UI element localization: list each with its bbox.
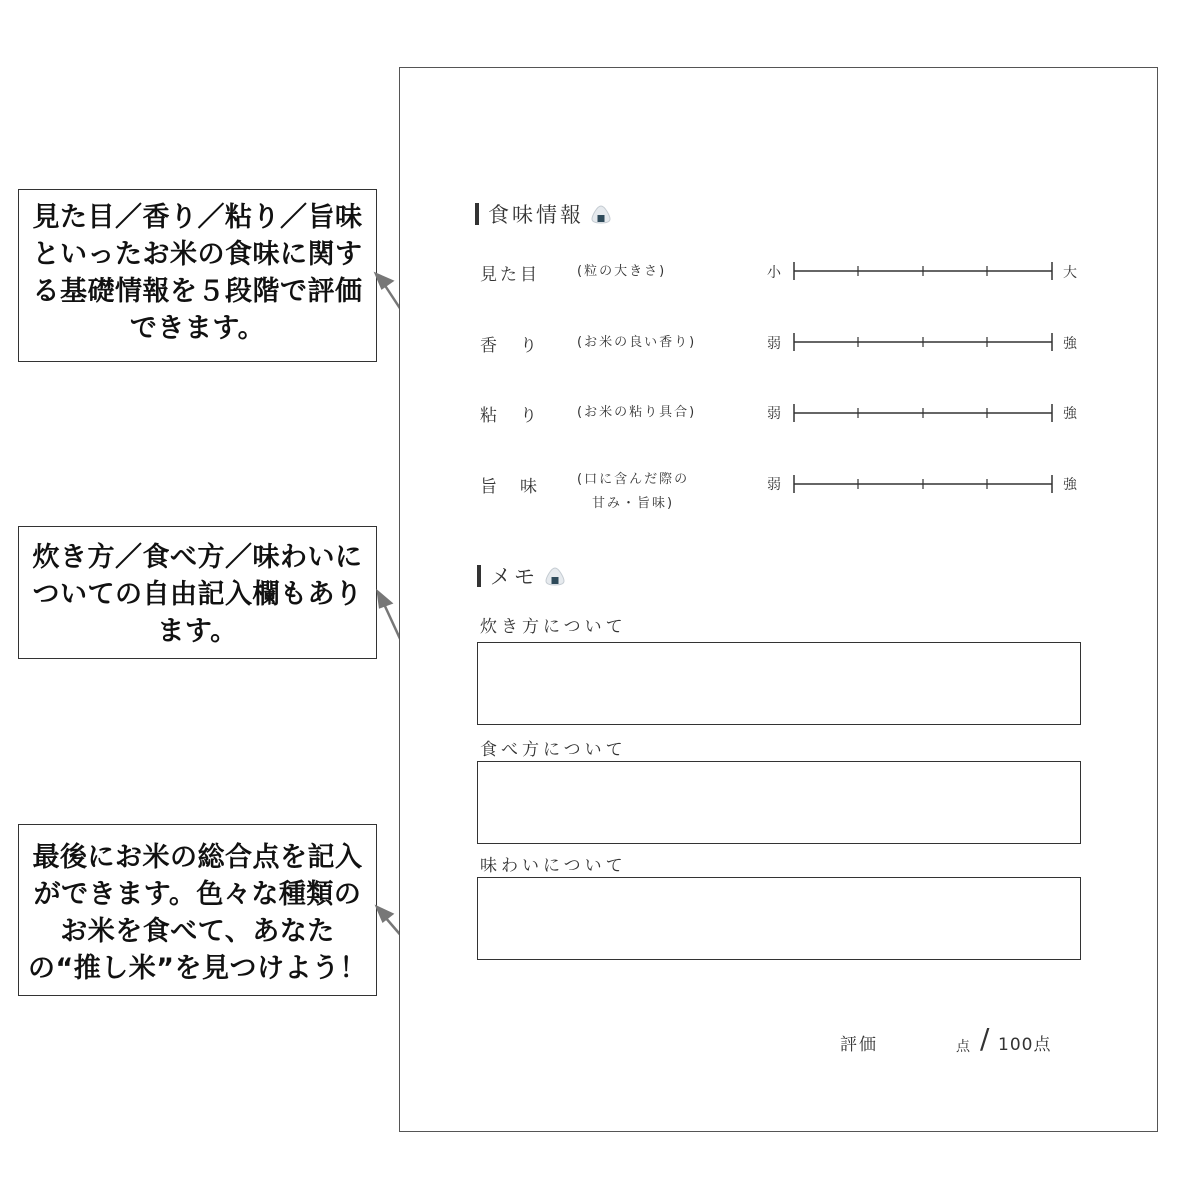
onigiri-icon	[544, 566, 566, 586]
callout-line: といったお米の食味に関す	[32, 239, 363, 270]
memo-label-cooking: 炊き方について	[480, 617, 627, 637]
score-label: 評価	[840, 1035, 878, 1055]
scale-right-label: 強	[1063, 336, 1077, 352]
taste-info-heading	[475, 199, 612, 229]
score-unit: 点	[956, 1039, 970, 1055]
row-label-aroma: 香 り	[480, 336, 540, 356]
arrow-2-head	[378, 592, 391, 607]
memo-box-cooking[interactable]	[477, 642, 1081, 725]
scale-umami[interactable]	[793, 474, 1053, 494]
scale-stickiness[interactable]	[793, 403, 1053, 423]
row-sub-stickiness: (お米の粘り具合)	[577, 405, 697, 420]
row-sub-umami	[577, 468, 689, 516]
callout-score	[18, 824, 377, 996]
row-label-umami: 旨 味	[480, 477, 540, 497]
row-sub-umami-line1: (口に含んだ際の	[577, 472, 690, 487]
score-total: 100点	[998, 1035, 1052, 1055]
callout-line: 炊き方／食べ方／味わいに	[32, 542, 363, 573]
arrow-3-head	[377, 907, 392, 921]
scale-left-label: 弱	[767, 336, 781, 352]
callout-line: できます。	[129, 313, 266, 344]
scale-right-label: 大	[1063, 265, 1077, 281]
callout-line: お米を食べて、あなた	[60, 916, 335, 947]
heading-bar	[477, 565, 481, 587]
score-slash: /	[980, 1022, 990, 1055]
arrow-1-head	[376, 274, 392, 288]
row-sub-aroma: (お米の良い香り)	[577, 335, 697, 350]
callout-line: の“推し米”を見つけよう！	[28, 953, 367, 984]
callout-taste-info	[18, 189, 377, 362]
callout-memo	[18, 526, 377, 659]
memo-heading	[477, 561, 566, 591]
scale-right-label: 強	[1063, 406, 1077, 422]
row-sub-umami-line2: 甘み・旨味)	[592, 496, 675, 511]
heading-bar	[475, 203, 479, 225]
score-area	[840, 1022, 1070, 1066]
callout-line: ます。	[157, 616, 238, 647]
callout-line: ができます。色々な種類の	[33, 879, 362, 910]
callout-line: ついての自由記入欄もあり	[32, 579, 363, 610]
callout-line: 見た目／香り／粘り／旨味	[32, 202, 363, 233]
scale-aroma[interactable]	[793, 332, 1053, 352]
row-label-stickiness: 粘 り	[480, 406, 540, 426]
row-label-appearance: 見た目	[480, 265, 540, 285]
memo-label-taste: 味わいについて	[480, 856, 627, 876]
onigiri-icon	[590, 204, 612, 224]
memo-label-eating: 食べ方について	[480, 740, 627, 760]
scale-right-label: 強	[1063, 477, 1077, 493]
memo-box-eating[interactable]	[477, 761, 1081, 844]
row-sub-appearance: (粒の大きさ)	[577, 264, 667, 279]
callout-line: 最後にお米の総合点を記入	[32, 842, 363, 873]
scale-left-label: 弱	[767, 477, 781, 493]
evaluation-sheet	[399, 67, 1158, 1132]
scale-left-label: 小	[767, 265, 781, 281]
memo-heading-text: メモ	[490, 565, 538, 589]
scale-appearance[interactable]	[793, 261, 1053, 281]
memo-box-taste[interactable]	[477, 877, 1081, 960]
scale-left-label: 弱	[767, 406, 781, 422]
taste-info-heading-text: 食味情報	[488, 203, 584, 227]
callout-line: る基礎情報を５段階で評価	[32, 276, 363, 307]
